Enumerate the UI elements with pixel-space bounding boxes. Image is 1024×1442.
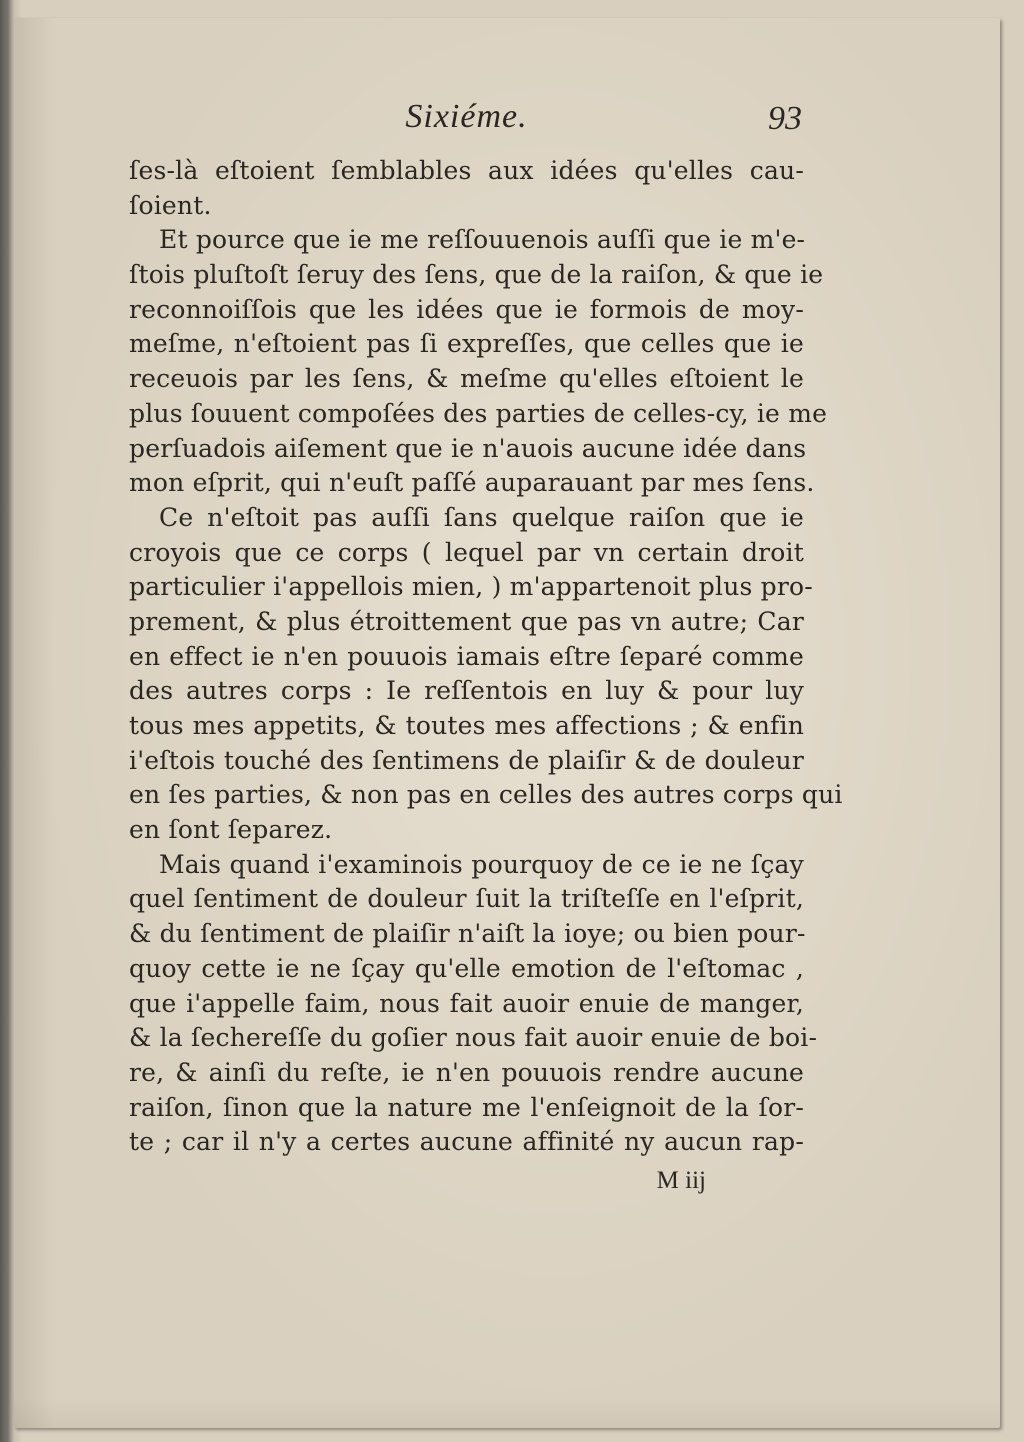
text-line: quel ſentiment de douleur ſuit la triſteſſe en l'eſprit, <box>129 884 804 914</box>
text-line: mon eſprit, qui n'euſt paſſé auparauant par mes ſens. <box>129 468 815 498</box>
text-line: ſtois pluſtoſt ſeruy des ſens, que de la raiſon, & que ie <box>129 260 824 290</box>
text-line: i'eſtois touché des ſentimens de plaiſir & de douleur <box>129 745 804 775</box>
text-line: re, & ainſi du reſte, ie n'en pouuois rendre aucune <box>129 1057 804 1087</box>
text-line: ſoient. <box>129 190 212 220</box>
text-line: plus ſouuent compoſées des parties de celles-cy, ie me <box>129 398 828 428</box>
text-line: meſme, n'eſtoient pas ſi expreſſes, que celles que ie <box>129 329 804 359</box>
text-line: croyois que ce corps ( lequel par vn certain droit <box>129 537 804 567</box>
text-line: que i'appelle faim, nous fait auoir enuie de manger, <box>129 988 804 1018</box>
text-line: prement, & plus étroittement que pas vn autre; Car <box>129 606 804 636</box>
signature-mark: M iij <box>656 1166 706 1194</box>
text-line: ſes-là eſtoient ſemblables aux idées qu'elles cau- <box>129 156 804 185</box>
running-head <box>129 98 804 148</box>
paragraph-first-line: Et pource que ie me reſſouuenois auſſi que ie m'e- <box>159 225 806 255</box>
text-line: des autres corps : Ie reſſentois en luy & pour luy <box>129 676 804 706</box>
text-line: reconnoiſſois que les idées que ie formois de moy- <box>129 294 804 324</box>
text-line: & du ſentiment de plaiſir n'aiſt la ioye; ou bien pour- <box>129 919 806 949</box>
text-line: raiſon, ſinon que la nature me l'enſeignoit de la ſor- <box>129 1092 804 1122</box>
text-line: te ; car il n'y a certes aucune affinité ny aucun rap- <box>129 1127 804 1157</box>
body-text <box>129 154 843 1160</box>
text-line: tous mes appetits, & toutes mes affections ; & enfin <box>129 711 804 740</box>
text-line: receuois par les ſens, & meſme qu'elles eſtoient le <box>129 364 804 394</box>
text-line: en ſont ſeparez. <box>129 815 333 845</box>
text-line: particulier i'appellois mien, ) m'appartenoit plus pro- <box>129 572 813 602</box>
page-number: 93 <box>768 100 802 137</box>
text-line: en effect ie n'en pouuois iamais eſtre ſeparé comme <box>129 641 804 671</box>
running-title: Sixiéme. <box>405 98 528 135</box>
text-line: & la ſechereſſe du goſier nous fait auoir enuie de boi- <box>129 1023 818 1053</box>
book-page <box>14 18 1000 1428</box>
text-line: perſuadois aiſement que ie n'auois aucune idée dans <box>129 433 807 463</box>
paragraph-first-line: Mais quand i'examinois pourquoy de ce ie ne ſçay <box>159 849 804 879</box>
text-line: en ſes parties, & non pas en celles des autres corps qui <box>129 780 843 810</box>
page-text-block <box>129 98 843 1198</box>
text-line: quoy cette ie ne ſçay qu'elle emotion de l'eſtomac , <box>129 953 804 983</box>
paragraph-first-line: Ce n'eſtoit pas auſſi ſans quelque raiſon que ie <box>159 502 804 532</box>
